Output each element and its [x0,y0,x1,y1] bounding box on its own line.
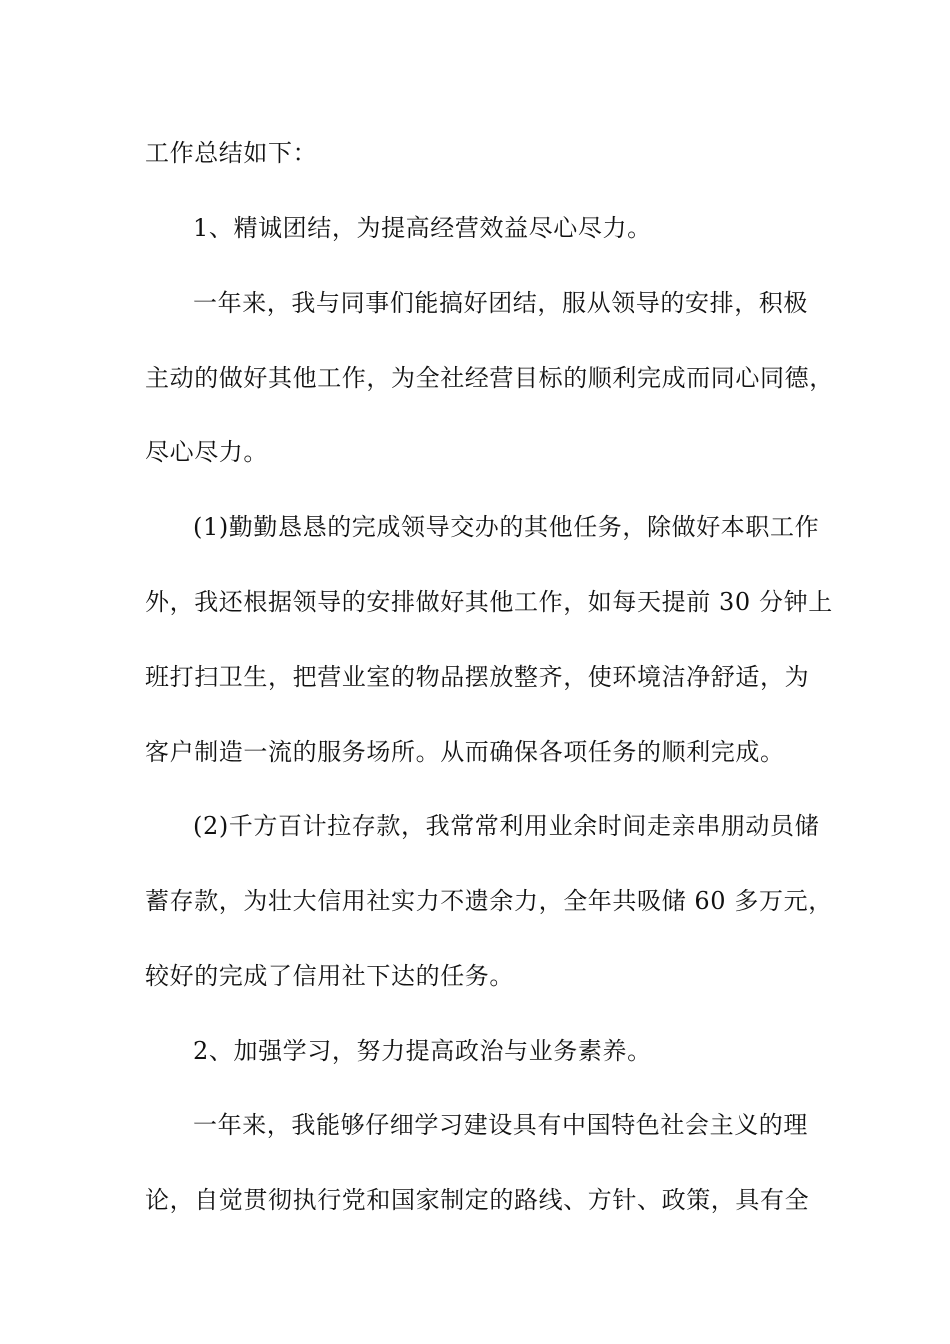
text-line: 客户制造一流的服务场所。从而确保各项任务的顺利完成。 [145,738,785,766]
text-line: 工作总结如下： [145,139,318,167]
text-line: (2)千方百计拉存款，我常常利用业余时间走亲串朋动员储 [193,812,820,840]
text-line: 一年来，我与同事们能搞好团结，服从领导的安排，积极 [193,289,808,317]
text-line: 一年来，我能够仔细学习建设具有中国特色社会主义的理 [193,1111,808,1139]
text-line: 较好的完成了信用社下达的任务。 [145,962,514,990]
text-line: 外，我还根据领导的安排做好其他工作，如每天提前 30 分钟上 [145,588,833,616]
section-heading: 1、精诚团结，为提高经营效益尽心尽力。 [193,214,652,242]
text-line: 主动的做好其他工作，为全社经营目标的顺利完成而同心同德， [145,364,834,392]
text-line: 蓄存款，为壮大信用社实力不遗余力，全年共吸储 60 多万元， [145,887,833,915]
text-line: 尽心尽力。 [145,438,268,466]
section-heading: 2、加强学习，努力提高政治与业务素养。 [193,1037,652,1065]
text-line: 班打扫卫生，把营业室的物品摆放整齐，使环境洁净舒适，为 [145,663,810,691]
text-line: 论，自觉贯彻执行党和国家制定的路线、方针、政策，具有全 [145,1186,810,1214]
text-line: (1)勤勤恳恳的完成领导交办的其他任务，除做好本职工作 [193,513,820,541]
